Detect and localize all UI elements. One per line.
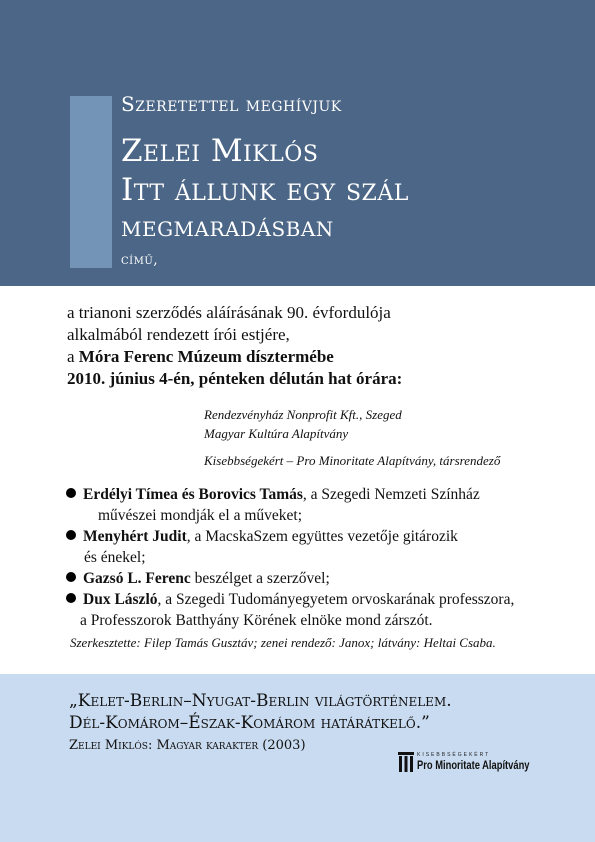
- pro-minoritate-logo: [398, 752, 561, 772]
- program-item: Erdélyi Tímea és Borovics Tamás, a Szegedi Nemzeti Színház: [70, 484, 514, 505]
- organizer-item: Kisebbségekért – Pro Minoritate Alapítvány, társrendező: [204, 453, 501, 468]
- event-line-1: a trianoni szerződés aláírásának 90. évfordulója: [67, 303, 391, 322]
- venue-name: Móra Ferenc Múzeum dísztermébe: [78, 347, 334, 366]
- event-date: 2010. június 4-én, pénteken délután hat órára:: [67, 369, 403, 388]
- program-item-continuation: a Professzorok Batthyány Körének elnöke mond zárszót.: [80, 612, 433, 629]
- event-venue: a Móra Ferenc Múzeum dísztermébe: [67, 347, 334, 366]
- event-line-2: alkalmából rendezett írói estjére,: [67, 325, 290, 344]
- title-line-1: Itt állunk egy szál: [121, 172, 409, 208]
- bullet-icon: [66, 530, 76, 540]
- logo-top-text: KISEBBSÉGEKÉRT: [417, 752, 491, 758]
- organizer-item: Magyar Kultúra Alapítvány: [204, 426, 349, 441]
- title-line-2: megmaradásban: [121, 210, 334, 243]
- program-item: Gazsó L. Ferenc beszélget a szerzővel;: [70, 568, 514, 589]
- quote-line-2: Dél-Komárom–Észak-Komárom határátkelő.”: [69, 713, 430, 733]
- program-item-continuation: művészei mondják el a műveket;: [98, 507, 303, 524]
- header-accent-bar: [70, 96, 112, 268]
- foundation-logo-icon: [398, 752, 414, 772]
- event-description: [67, 302, 402, 390]
- credits: Szerkesztette: Filep Tamás Gusztáv; zenei rendező: Janox; látvány: Heltai Csaba.: [70, 635, 496, 650]
- logo-main-text: Pro Minoritate Alapítvány: [417, 758, 530, 772]
- title-suffix: című,: [121, 252, 159, 268]
- bullet-icon: [66, 572, 76, 582]
- quote-line-1: „Kelet-Berlin–Nyugat-Berlin világtörténelem.: [69, 691, 452, 711]
- bullet-icon: [66, 593, 76, 603]
- program-item: Menyhért Judit, a MacskaSzem együttes vezetője gitározik: [70, 526, 514, 547]
- organizer-item: Rendezvényház Nonprofit Kft., Szeged: [204, 407, 402, 422]
- program-list: [70, 484, 514, 631]
- program-item: Dux László, a Szegedi Tudományegyetem orvoskarának professzora,: [70, 589, 514, 610]
- quote-source: Zelei Miklós: Magyar karakter (2003): [69, 738, 306, 753]
- organizers: [204, 405, 500, 470]
- program-item-continuation: és énekel;: [84, 549, 146, 566]
- bullet-icon: [66, 488, 76, 498]
- quote: [69, 690, 452, 734]
- author-name: Zelei Miklós: [121, 133, 319, 169]
- invite-text: Szeretettel meghívjuk: [121, 92, 342, 116]
